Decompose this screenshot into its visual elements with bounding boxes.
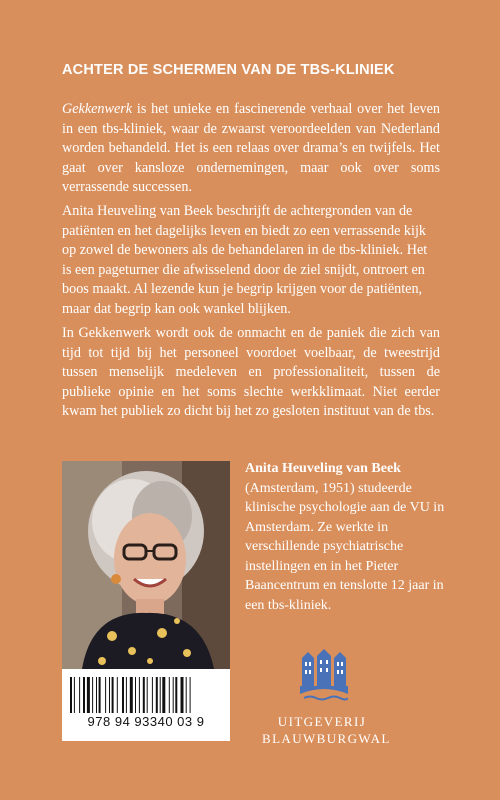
author-bio-text: (Amsterdam, 1951) studeerde klinische psychologie aan de VU in Amsterdam. Ze werkte in verschillende psychiatrische instellingen en in het Pieter Baancentrum en tenslotte 12 jaar in een tbs-kliniek. <box>245 480 445 613</box>
barcode-bar <box>186 677 187 713</box>
barcode-bar <box>126 677 127 713</box>
barcode-bar <box>147 677 148 713</box>
barcode-bar <box>83 677 85 713</box>
publisher-line-2: BLAUWBURGWAL <box>262 731 391 746</box>
barcode-bar <box>99 677 101 713</box>
barcode-bar <box>173 677 174 713</box>
barcode-bar <box>87 677 90 713</box>
barcode-bar <box>109 677 110 713</box>
barcode-bar <box>96 677 97 713</box>
barcode-bar <box>143 677 145 713</box>
publisher-line-1: UITGEVERIJ <box>277 714 367 729</box>
barcode-bar <box>117 677 118 713</box>
publisher-logo-icon <box>300 648 348 702</box>
barcode-bar <box>92 677 93 713</box>
book-title-italic: Gekkenwerk <box>62 101 133 117</box>
barcode-bar <box>70 677 72 713</box>
barcode-bar <box>130 677 133 713</box>
blurb-paragraph-1 <box>62 100 440 198</box>
barcode-bar <box>190 677 191 713</box>
author-bio <box>245 459 445 615</box>
barcode-bar <box>135 677 136 713</box>
author-photo <box>62 461 230 669</box>
barcode-bar <box>160 677 161 713</box>
barcode-bars <box>70 677 222 713</box>
blurb-paragraph-3: In Gekkenwerk wordt ook de onmacht en de paniek die zich van tijd tot tijd bij het personeel voordoet voelbaar, de tweestrijd tussen menselijk medeleven en professionaliteit, tussen de publieke opinie en het soms slechte werkklimaat. Niet eerder kwam het publiek zo dicht bij het zo gesloten instituut van de tbs. <box>62 325 440 419</box>
barcode <box>62 669 230 741</box>
barcode-bar <box>139 677 140 713</box>
blurb-paragraph-1-text: is het unieke en fascinerende verhaal over het leven in een tbs-kliniek, waar de zwaarst veroordeelden van Nederland worden behandeld. Het is een relaas over drama’s en twijfels. Het gaat over kansloze ondernemingen, maar ook over soms verrassende successen. <box>62 101 440 195</box>
barcode-bar <box>181 677 184 713</box>
barcode-bar <box>74 677 75 713</box>
barcode-bar <box>122 677 124 713</box>
barcode-bar <box>112 677 114 713</box>
blurb-paragraph-2: Anita Heuveling van Beek beschrijft de achtergronden van de patiënten en het dagelijks leven en biedt zo een verrassende kijk op zowel de bewoners als de behandelaren in de tbs-kliniek. Het is een pageturner die afwisselend door de ziel snijdt, ontroert en boos maakt. Al lezende kun je begrip krijgen voor de patiënten, maar dat begrip kan ook wankel blijken. <box>62 203 428 317</box>
publisher-name <box>262 713 391 747</box>
barcode-bar <box>152 677 153 713</box>
cover-heading: ACHTER DE SCHERMEN VAN DE TBS-KLINIEK <box>62 62 395 78</box>
barcode-bar <box>169 677 170 713</box>
barcode-bar <box>162 677 165 713</box>
isbn-number: 978 94 93340 03 9 <box>87 714 205 729</box>
author-name: Anita Heuveling van Beek <box>245 461 401 476</box>
barcode-bar <box>105 677 106 713</box>
barcode-bar <box>156 677 158 713</box>
barcode-bar <box>79 677 80 713</box>
barcode-bar <box>175 677 177 713</box>
